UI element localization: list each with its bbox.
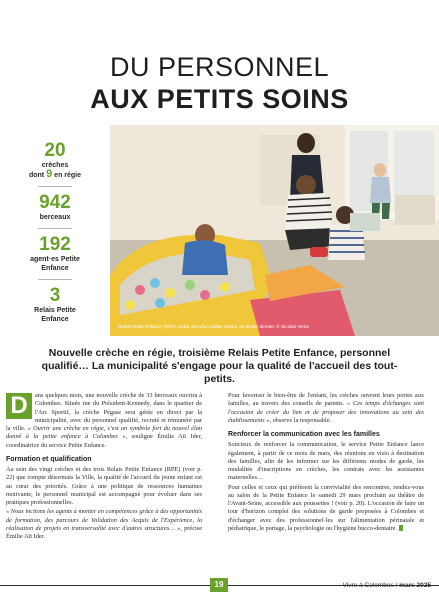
stat-label-post: en régie: [54, 172, 82, 179]
article-quote: « Ces temps d'échanges sont l'occasion de créer du lien et de proposer des innovations au sein des établissements »: [228, 400, 424, 424]
page-title-line1: DU PERSONNEL: [109, 52, 330, 82]
article-quote: « Nous incitons les agents à monter en compétences grâce à des opportunités de formation, des parcours de Validation des Acquis de l'Expérience, la réalisation de projets en transversalité avec d'autres structures… »: [6, 508, 202, 532]
issue-date: mars 2025: [399, 582, 431, 589]
article-column-left: [6, 392, 202, 542]
stat-relais: [0, 285, 110, 324]
stat-number: 3: [49, 285, 61, 306]
stat-number: 942: [39, 192, 71, 213]
stats-sidebar: [0, 140, 110, 324]
article-text: , souligne Émilie Aït Ider, coordinatrice du service Petite Enfance.: [6, 433, 202, 449]
article-paragraph: [228, 484, 424, 534]
stat-divider: [38, 279, 72, 280]
article-text: , précise Émilie Aït Ider.: [6, 524, 202, 540]
stat-label-pre: dont: [28, 172, 45, 179]
article-paragraph: [6, 392, 202, 450]
article-text: Soucieux de renforcer la communication, le service Petite Enfance lance également, à partir de ce mois de mars, des réunions en visio à destination des familles, afin de les informer sur les différents modes de garde, les modalités d'inscriptions en crèches, les contrats avec les assistantes maternelles…: [228, 441, 424, 482]
article-paragraph: [228, 392, 424, 425]
publication-name: Vivre à Colombes /: [342, 582, 398, 589]
nursery-photo-illustration: [110, 125, 439, 336]
stat-label: agent·es Petite: [30, 256, 80, 263]
drop-cap: D: [6, 393, 32, 419]
article-paragraph: [6, 508, 202, 541]
section-subheading: Formation et qualification: [6, 455, 92, 463]
stat-berceaux: [0, 192, 110, 222]
article-text: , observe la responsable.: [269, 416, 332, 424]
stat-number: 20: [44, 140, 66, 161]
lead-paragraph: Nouvelle crèche en régie, troisième Relais Petite Enfance, personnel qualifié… La municipalité s'engage pour la qualité de l'accueil des tout-petits.: [41, 347, 398, 385]
photo-caption: Relais Petite Enfance (RPE) Audra, lors d'un atelier d'éveil, en février dernier. © Nicolas Vieira: [118, 324, 309, 329]
stat-divider: [38, 186, 72, 187]
article-text: Pour favoriser le bien-être de l'enfant, les crèches ouvrent leurs portes aux familles, au travers des conseils de parents.: [228, 392, 424, 408]
article-text: ans quelques mois, une nouvelle crèche de 33 berceaux ouvrira à Colombes. Située rue du Président-Kennedy, dans le quartier de l'Arc Sportif, la crèche Pégase sera gérée en direct par la municipalité, avec du personnel qualifié, recruté et rémunéré par la ville.: [6, 392, 202, 432]
stat-label: crèches: [41, 162, 69, 169]
stat-label: berceaux: [39, 214, 71, 221]
footer-publication: [343, 582, 431, 589]
page-title-line2: AUX PETITS SOINS: [90, 84, 349, 114]
article-text: Pour celles et ceux qui préfèrent la convivialité des rencontres, rendez-vous au salon de la Petite Enfance le samedi 29 mars prochain au théâtre de l'Avant-Seine, accessible aux poussettes ! (voir p. 20). L'occasion de faire un tour d'horizon complet des solutions de garde proposées à Colombes et d'échanger avec des professionnel·les sur l'alimentation périnatale et pédiatrique, le portage, la psychologie ou l'hygiène bucco-dentaire.: [228, 483, 424, 532]
stat-divider: [38, 228, 72, 229]
stat-label-secondary: [0, 170, 110, 180]
end-mark-icon: [399, 525, 403, 531]
stat-label-secondary: Enfance: [41, 265, 69, 272]
article-quote: « Ouvrir une crèche en régie, c'est un symbole fort du nouvel élan donné à la petite enfance à Colombes »: [6, 425, 202, 441]
stat-agents: [0, 234, 110, 273]
stat-number: 192: [39, 234, 71, 255]
section-subheading: Renforcer la communication avec les familles: [228, 431, 380, 438]
article-paragraph: [6, 466, 202, 507]
article-column-right: [228, 392, 424, 534]
article-paragraph: [228, 441, 424, 482]
stat-label-secondary: Enfance: [41, 316, 69, 323]
article-text: Au sein des vingt crèches et des trois Relais Petite Enfance (RPE) (voir p. 22) que compte désormais la Ville, la qualité de l'accueil du jeune enfant est au cœur des priorités. Grâce à une politique de ressources humaines motivante, le personnel municipal est accompagné pour évoluer dans ses pratiques professionnelles.: [6, 466, 202, 506]
stat-label: Relais Petite: [34, 307, 76, 314]
page-number: 19: [210, 578, 228, 592]
nursery-photo: [110, 125, 439, 336]
stat-creches: [0, 140, 110, 180]
stat-label-accent: 9: [46, 168, 53, 180]
